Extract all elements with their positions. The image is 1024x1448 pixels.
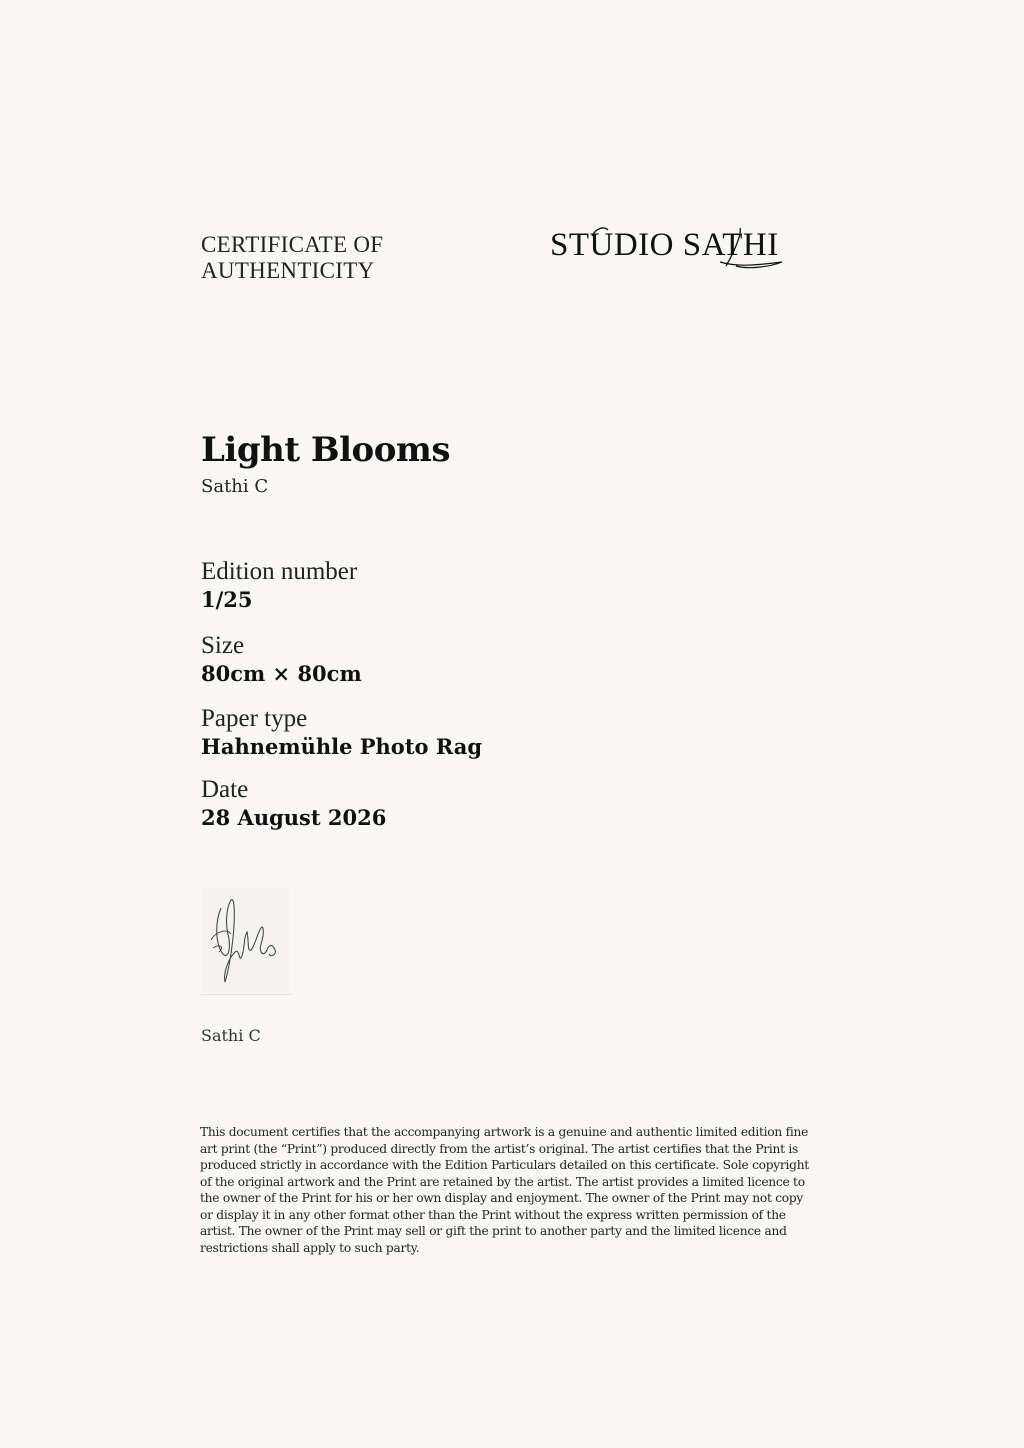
- detail-label: Paper type: [201, 705, 308, 732]
- studio-logo-text: STUDIO SATHI: [550, 227, 779, 263]
- signer-name: Sathi C: [201, 1026, 261, 1045]
- detail-label: Size: [201, 632, 245, 659]
- artwork-artist: Sathi C: [201, 476, 269, 497]
- detail-value: Hahnemühle Photo Rag: [201, 734, 483, 759]
- detail-size: [201, 632, 362, 688]
- studio-logo: [550, 222, 790, 274]
- detail-value: 28 August 2026: [201, 805, 387, 830]
- certificate-heading-line2: AUTHENTICITY: [201, 258, 375, 283]
- signature-image: [201, 888, 289, 992]
- artwork-title: Light Blooms: [201, 430, 450, 470]
- detail-value: 1/25: [201, 587, 253, 612]
- detail-paper-type: [201, 705, 482, 761]
- detail-edition-number: [201, 558, 357, 614]
- logo-flourish-icon: [550, 222, 790, 274]
- detail-label: Edition number: [201, 558, 358, 585]
- certificate-heading-line1: CERTIFICATE OF: [201, 232, 384, 257]
- legal-disclaimer: This document certifies that the accompanying artwork is a genuine and authentic limited edition fine art print (the “Print”) produced directly from the artist’s original. The artist certifies that the Print is produced strictly in accordance with the Edition Particulars detailed on this certificate. Sole copyright of the original artwork and the Print are retained by the artist. The artist provides a limited licence to the owner of the Print for his or her own display and enjoyment. The owner of the Print may not copy or display it in any other format other than the Print without the express written permission of the artist. The owner of the Print may sell or gift the print to another party and the limited licence and restrictions shall apply to such party.: [200, 1125, 809, 1255]
- detail-date: [201, 776, 386, 832]
- signature-divider: [201, 994, 291, 995]
- handwritten-signature-icon: [201, 888, 289, 992]
- detail-value: 80cm × 80cm: [201, 661, 362, 686]
- certificate-heading: [201, 232, 383, 284]
- detail-label: Date: [201, 776, 249, 803]
